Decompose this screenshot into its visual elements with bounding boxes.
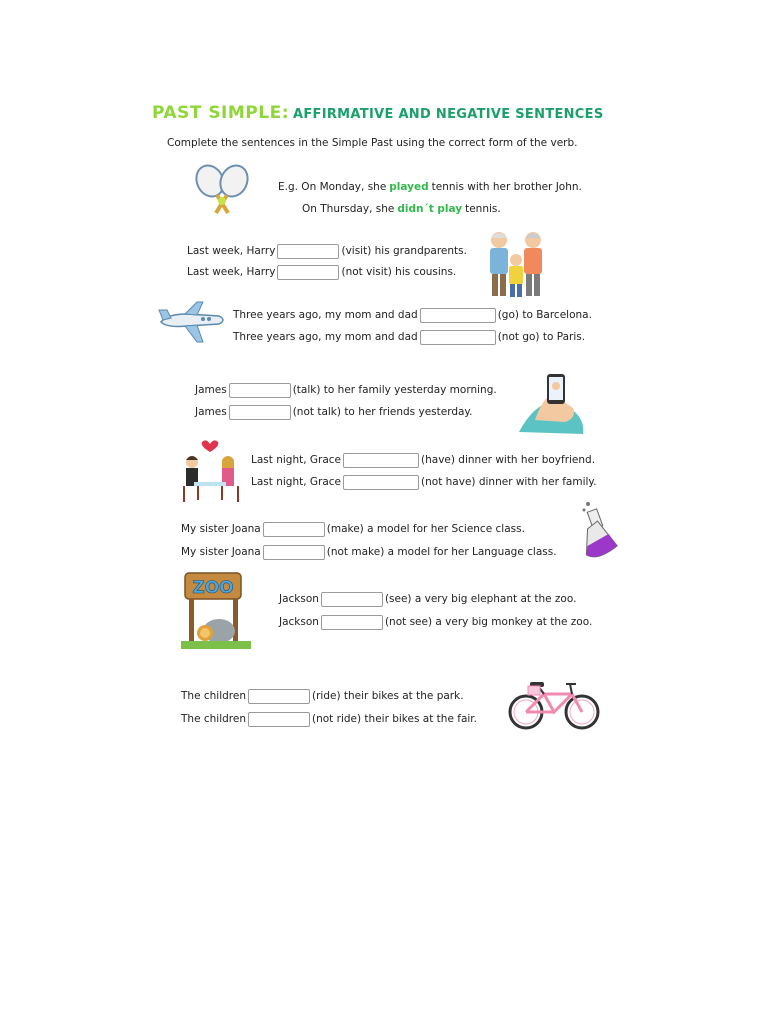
exercise-2-affirmative: [233, 305, 592, 325]
answer-input[interactable]: [321, 615, 383, 630]
exercise-1-affirmative: [187, 241, 467, 261]
flask-image: [580, 500, 620, 560]
phone-call-image: [515, 372, 587, 436]
tennis-rackets-image: [190, 163, 256, 217]
exercise-7-affirmative: [181, 686, 464, 706]
airplane-image: [157, 300, 229, 346]
exercise-subject: The children: [181, 690, 246, 702]
answer-input[interactable]: [263, 545, 325, 560]
example-line-1: [278, 177, 582, 197]
example-2-pre: On Thursday, she: [302, 203, 395, 215]
grandparents-image: [485, 228, 547, 300]
exercise-subject: James: [195, 406, 227, 418]
exercise-prompt: (go) to Barcelona.: [497, 309, 592, 321]
exercise-subject: Three years ago, my mom and dad: [233, 331, 418, 343]
answer-input[interactable]: [420, 330, 496, 345]
dinner-image: [180, 438, 242, 504]
exercise-prompt: (see) a very big elephant at the zoo.: [384, 593, 577, 605]
example-2-post: tennis.: [465, 203, 501, 215]
exercise-prompt: (not make) a model for her Language class.: [326, 546, 557, 558]
exercise-subject: Jackson: [279, 593, 319, 605]
answer-input[interactable]: [277, 265, 339, 280]
exercise-subject: Jackson: [279, 616, 319, 628]
exercise-5-negative: [181, 542, 557, 562]
exercise-prompt: (not talk) to her friends yesterday.: [292, 406, 473, 418]
example-1-post: tennis with her brother John.: [431, 181, 582, 193]
title-sub: AFFIRMATIVE AND NEGATIVE SENTENCES: [293, 107, 604, 122]
answer-input[interactable]: [248, 689, 310, 704]
exercise-prompt: (not ride) their bikes at the fair.: [312, 713, 477, 725]
answer-input[interactable]: [277, 244, 339, 259]
exercise-prompt: (visit) his grandparents.: [341, 245, 467, 257]
worksheet-title: [152, 103, 604, 123]
exercise-1-negative: [187, 262, 456, 282]
answer-input[interactable]: [229, 383, 291, 398]
exercise-subject: Last night, Grace: [251, 454, 342, 466]
zoo-image: [181, 571, 251, 651]
exercise-3-affirmative: [195, 380, 497, 400]
exercise-subject: My sister Joana: [181, 546, 261, 558]
exercise-7-negative: [181, 709, 477, 729]
example-1-verb: played: [389, 181, 429, 193]
exercise-subject: James: [195, 384, 227, 396]
exercise-6-affirmative: [279, 589, 576, 609]
exercise-subject: Three years ago, my mom and dad: [233, 309, 418, 321]
exercise-prompt: (not visit) his cousins.: [341, 266, 457, 278]
answer-input[interactable]: [321, 592, 383, 607]
exercise-4-negative: [251, 472, 596, 492]
answer-input[interactable]: [248, 712, 310, 727]
exercise-2-negative: [233, 327, 585, 347]
exercise-subject: Last week, Harry: [187, 266, 276, 278]
answer-input[interactable]: [263, 522, 325, 537]
answer-input[interactable]: [343, 475, 419, 490]
exercise-prompt: (have) dinner with her boyfriend.: [421, 454, 596, 466]
exercise-prompt: (not go) to Paris.: [497, 331, 586, 343]
answer-input[interactable]: [343, 453, 419, 468]
instructions: Complete the sentences in the Simple Past using the correct form of the verb.: [167, 137, 578, 149]
exercise-subject: Last week, Harry: [187, 245, 276, 257]
exercise-3-negative: [195, 402, 473, 422]
bicycle-image: [508, 680, 602, 732]
exercise-prompt: (make) a model for her Science class.: [326, 523, 525, 535]
exercise-prompt: (not have) dinner with her family.: [421, 476, 597, 488]
exercise-6-negative: [279, 612, 592, 632]
exercise-subject: Last night, Grace: [251, 476, 342, 488]
exercise-subject: My sister Joana: [181, 523, 261, 535]
answer-input[interactable]: [229, 405, 291, 420]
exercise-subject: The children: [181, 713, 246, 725]
exercise-4-affirmative: [251, 450, 595, 470]
exercise-prompt: (talk) to her family yesterday morning.: [292, 384, 497, 396]
example-line-2: [302, 199, 501, 219]
answer-input[interactable]: [420, 308, 496, 323]
example-1-pre: E.g. On Monday, she: [278, 181, 387, 193]
title-main: PAST SIMPLE:: [152, 103, 290, 123]
zoo-sign-text: ZOO: [192, 578, 234, 598]
example-2-verb: didn´t play: [397, 203, 463, 215]
exercise-prompt: (not see) a very big monkey at the zoo.: [384, 616, 593, 628]
exercise-prompt: (ride) their bikes at the park.: [312, 690, 464, 702]
exercise-5-affirmative: [181, 519, 525, 539]
